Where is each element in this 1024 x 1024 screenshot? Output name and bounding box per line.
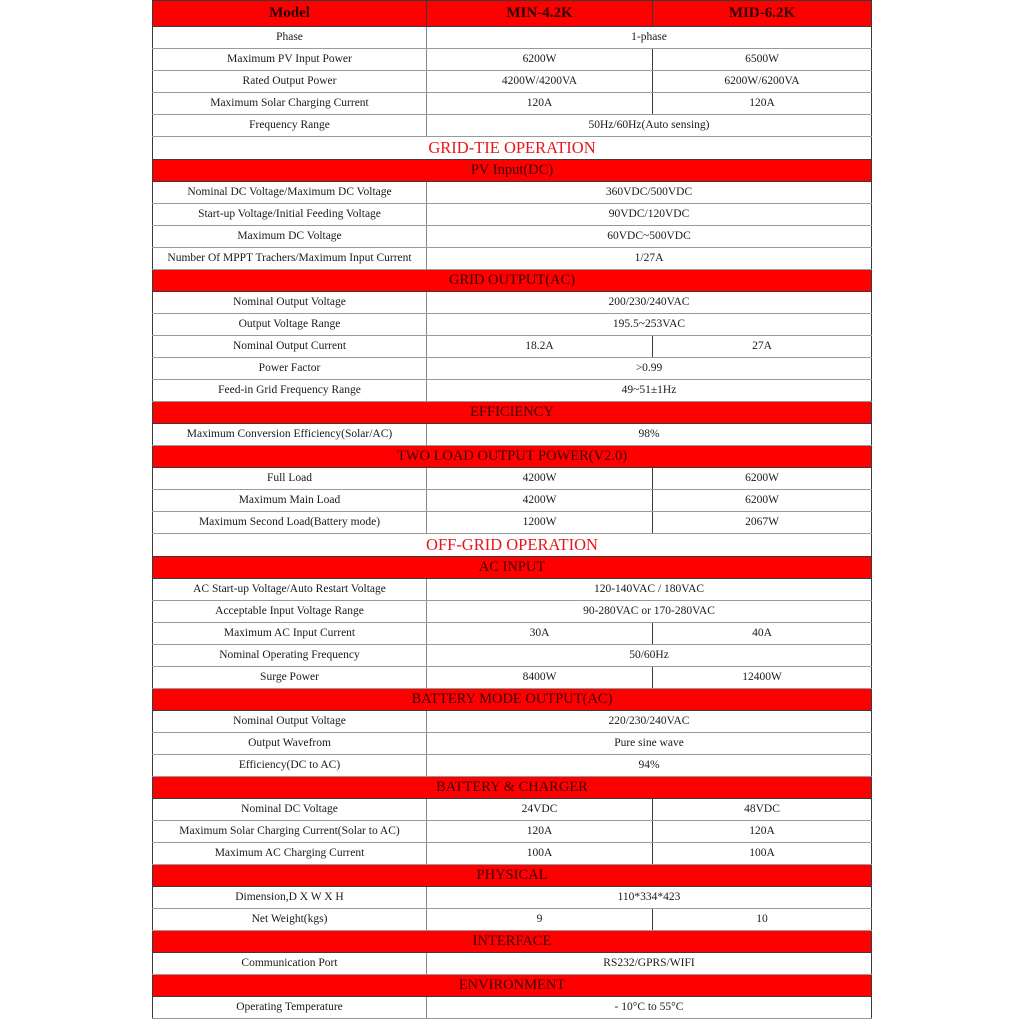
spec-value-shared: 90VDC/120VDC [427,204,872,226]
spec-value-shared: 50Hz/60Hz(Auto sensing) [427,115,872,137]
section-header-row [153,975,872,997]
spec-label: Nominal Output Voltage [153,711,427,733]
spec-value-mid-6-2k: 120A [653,821,872,843]
spec-row [153,380,872,402]
spec-row [153,27,872,49]
spec-label: Communication Port [153,953,427,975]
spec-row [153,314,872,336]
section-header-row [153,931,872,953]
spec-label: Maximum Conversion Efficiency(Solar/AC) [153,424,427,446]
spec-row [153,997,872,1019]
spec-label: Maximum AC Charging Current [153,843,427,865]
spec-row [153,490,872,512]
spec-label: Frequency Range [153,115,427,137]
model-header-label: Model [153,1,427,27]
spec-value-mid-6-2k: 48VDC [653,799,872,821]
spec-label: Maximum Solar Charging Current(Solar to AC) [153,821,427,843]
spec-row [153,733,872,755]
spec-table [152,0,872,1019]
spec-label: Maximum PV Input Power [153,49,427,71]
model-header-row [153,1,872,27]
spec-row [153,292,872,314]
spec-value-min-4-2k: 8400W [427,667,653,689]
spec-value-min-4-2k: 4200W [427,468,653,490]
section-title-row [153,137,872,160]
spec-value-shared: 49~51±1Hz [427,380,872,402]
model-name-mid-6-2k: MID-6.2K [653,1,872,27]
spec-value-min-4-2k: 30A [427,623,653,645]
section-header-row [153,689,872,711]
section-title: GRID-TIE OPERATION [153,137,872,160]
spec-label: Maximum Second Load(Battery mode) [153,512,427,534]
spec-row [153,512,872,534]
section-header-row [153,557,872,579]
spec-value-mid-6-2k: 6200W [653,468,872,490]
spec-label: Phase [153,27,427,49]
spec-label: Efficiency(DC to AC) [153,755,427,777]
spec-row [153,204,872,226]
spec-row [153,336,872,358]
spec-value-shared: 90-280VAC or 170-280VAC [427,601,872,623]
model-name-min-4-2k: MIN-4.2K [427,1,653,27]
spec-value-mid-6-2k: 6200W/6200VA [653,71,872,93]
spec-row [153,821,872,843]
spec-label: Nominal Output Current [153,336,427,358]
spec-row [153,182,872,204]
spec-label: Output Voltage Range [153,314,427,336]
section-header: GRID OUTPUT(AC) [153,270,872,292]
spec-label: Net Weight(kgs) [153,909,427,931]
spec-row [153,909,872,931]
spec-row [153,424,872,446]
spec-value-shared: 94% [427,755,872,777]
spec-value-shared: 195.5~253VAC [427,314,872,336]
spec-value-min-4-2k: 6200W [427,49,653,71]
section-header-row [153,402,872,424]
spec-label: Number Of MPPT Trachers/Maximum Input Current [153,248,427,270]
section-header: INTERFACE [153,931,872,953]
spec-value-min-4-2k: 24VDC [427,799,653,821]
spec-row [153,667,872,689]
spec-value-mid-6-2k: 100A [653,843,872,865]
spec-row [153,601,872,623]
spec-label: Surge Power [153,667,427,689]
spec-row [153,358,872,380]
spec-value-shared: Pure sine wave [427,733,872,755]
spec-value-min-4-2k: 4200W [427,490,653,512]
spec-row [153,579,872,601]
spec-value-mid-6-2k: 40A [653,623,872,645]
spec-value-shared: 360VDC/500VDC [427,182,872,204]
section-header: PHYSICAL [153,865,872,887]
section-header: PV Input(DC) [153,160,872,182]
spec-label: AC Start-up Voltage/Auto Restart Voltage [153,579,427,601]
section-header-row [153,446,872,468]
section-header-row [153,160,872,182]
spec-value-shared: 1-phase [427,27,872,49]
section-header: BATTERY MODE OUTPUT(AC) [153,689,872,711]
spec-value-min-4-2k: 120A [427,93,653,115]
spec-label: Start-up Voltage/Initial Feeding Voltage [153,204,427,226]
spec-label: Nominal DC Voltage [153,799,427,821]
spec-sheet [152,0,871,1019]
spec-row [153,645,872,667]
spec-value-shared: 50/60Hz [427,645,872,667]
spec-value-shared: RS232/GPRS/WIFI [427,953,872,975]
section-title: OFF-GRID OPERATION [153,534,872,557]
spec-row [153,887,872,909]
spec-value-mid-6-2k: 120A [653,93,872,115]
spec-row [153,226,872,248]
spec-value-shared: 120-140VAC / 180VAC [427,579,872,601]
section-header: ENVIRONMENT [153,975,872,997]
spec-row [153,843,872,865]
spec-value-mid-6-2k: 6500W [653,49,872,71]
spec-label: Nominal DC Voltage/Maximum DC Voltage [153,182,427,204]
spec-value-min-4-2k: 100A [427,843,653,865]
spec-value-shared: 1/27A [427,248,872,270]
section-header-row [153,777,872,799]
spec-row [153,953,872,975]
spec-label: Nominal Output Voltage [153,292,427,314]
spec-label: Rated Output Power [153,71,427,93]
spec-label: Full Load [153,468,427,490]
spec-value-mid-6-2k: 10 [653,909,872,931]
spec-value-shared: 60VDC~500VDC [427,226,872,248]
spec-value-min-4-2k: 4200W/4200VA [427,71,653,93]
spec-row [153,623,872,645]
spec-row [153,711,872,733]
section-header: EFFICIENCY [153,402,872,424]
spec-row [153,71,872,93]
spec-value-shared: 200/230/240VAC [427,292,872,314]
spec-value-shared: >0.99 [427,358,872,380]
spec-value-mid-6-2k: 6200W [653,490,872,512]
section-header: AC INPUT [153,557,872,579]
spec-label: Maximum Main Load [153,490,427,512]
spec-row [153,468,872,490]
spec-row [153,115,872,137]
spec-value-min-4-2k: 18.2A [427,336,653,358]
spec-value-mid-6-2k: 2067W [653,512,872,534]
spec-value-mid-6-2k: 12400W [653,667,872,689]
spec-value-shared: - 10°C to 55°C [427,997,872,1019]
section-header: BATTERY & CHARGER [153,777,872,799]
spec-value-shared: 98% [427,424,872,446]
spec-label: Acceptable Input Voltage Range [153,601,427,623]
spec-value-shared: 110*334*423 [427,887,872,909]
spec-row [153,93,872,115]
spec-label: Operating Temperature [153,997,427,1019]
spec-row [153,49,872,71]
spec-label: Feed-in Grid Frequency Range [153,380,427,402]
spec-row [153,248,872,270]
spec-label: Maximum DC Voltage [153,226,427,248]
spec-label: Maximum AC Input Current [153,623,427,645]
spec-label: Nominal Operating Frequency [153,645,427,667]
section-header: TWO LOAD OUTPUT POWER(V2.0) [153,446,872,468]
spec-label: Output Wavefrom [153,733,427,755]
spec-label: Maximum Solar Charging Current [153,93,427,115]
spec-value-min-4-2k: 9 [427,909,653,931]
section-header-row [153,865,872,887]
spec-value-shared: 220/230/240VAC [427,711,872,733]
spec-row [153,755,872,777]
spec-label: Dimension,D X W X H [153,887,427,909]
section-title-row [153,534,872,557]
spec-value-min-4-2k: 120A [427,821,653,843]
section-header-row [153,270,872,292]
spec-row [153,799,872,821]
spec-label: Power Factor [153,358,427,380]
spec-value-mid-6-2k: 27A [653,336,872,358]
spec-value-min-4-2k: 1200W [427,512,653,534]
